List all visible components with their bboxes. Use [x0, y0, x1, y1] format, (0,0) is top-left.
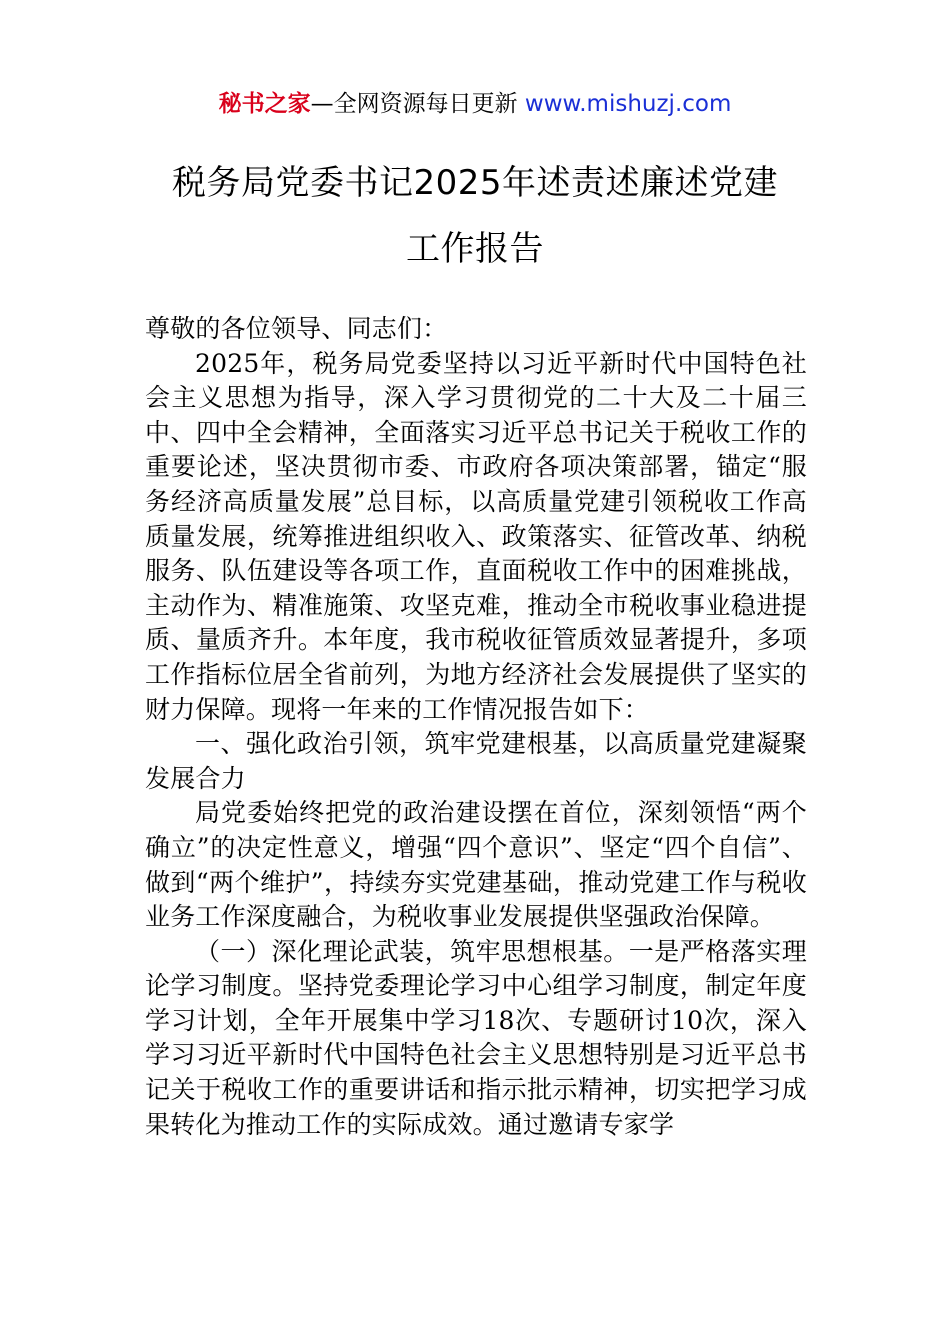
document-title	[90, 150, 860, 282]
title-line-2: 工作报告	[406, 229, 544, 269]
site-header	[0, 88, 950, 120]
salutation: 尊敬的各位领导、同志们：	[145, 314, 448, 343]
paragraph-subsection-1: （一）深化理论武装，筑牢思想根基。一是严格落实理论学习制度。坚持党委理论学习中心组学习制度，制定年度学习计划，全年开展集中学习18次、专题研讨10次，深入学习习近平新时代中国特色社会主义思想特别是习近平总书记关于税收工作的重要讲话和指示批示精神，切实把学习成果转化为推动工作的实际成效。通过邀请专家学	[145, 936, 807, 1139]
title-line-1: 税务局党委书记2025年述责述廉述党建	[171, 163, 779, 203]
document-body	[145, 312, 807, 1142]
brand-name: 秘书之家	[218, 91, 311, 117]
site-url-link[interactable]: www.mishuzj.com	[524, 91, 732, 117]
header-tagline: —全网资源每日更新	[310, 91, 518, 117]
paragraph-section-1: 局党委始终把党的政治建设摆在首位，深刻领悟“两个确立”的决定性意义，增强“四个意识”、坚定“四个自信”、做到“两个维护”，持续夯实党建基础，推动党建工作与税收业务工作深度融合，为税收事业发展提供坚强政治保障。	[145, 798, 807, 932]
paragraph-intro: 2025年，税务局党委坚持以习近平新时代中国特色社会主义思想为指导，深入学习贯彻党的二十大及二十届三中、四中全会精神，全面落实习近平总书记关于税收工作的重要论述，坚决贯彻市委、市政府各项决策部署，锚定“服务经济高质量发展”总目标，以高质量党建引领税收工作高质量发展，统筹推进组织收入、政策落实、征管改革、纳税服务、队伍建设等各项工作，直面税收工作中的困难挑战，主动作为、精准施策、攻坚克难，推动全市税收事业稳进提质、量质齐升。本年度，我市税收征管质效显著提升，多项工作指标位居全省前列，为地方经济社会发展提供了坚实的财力保障。现将一年来的工作情况报告如下：	[145, 348, 807, 724]
section-heading-1: 一、强化政治引领，筑牢党建根基，以高质量党建凝聚发展合力	[145, 729, 807, 793]
